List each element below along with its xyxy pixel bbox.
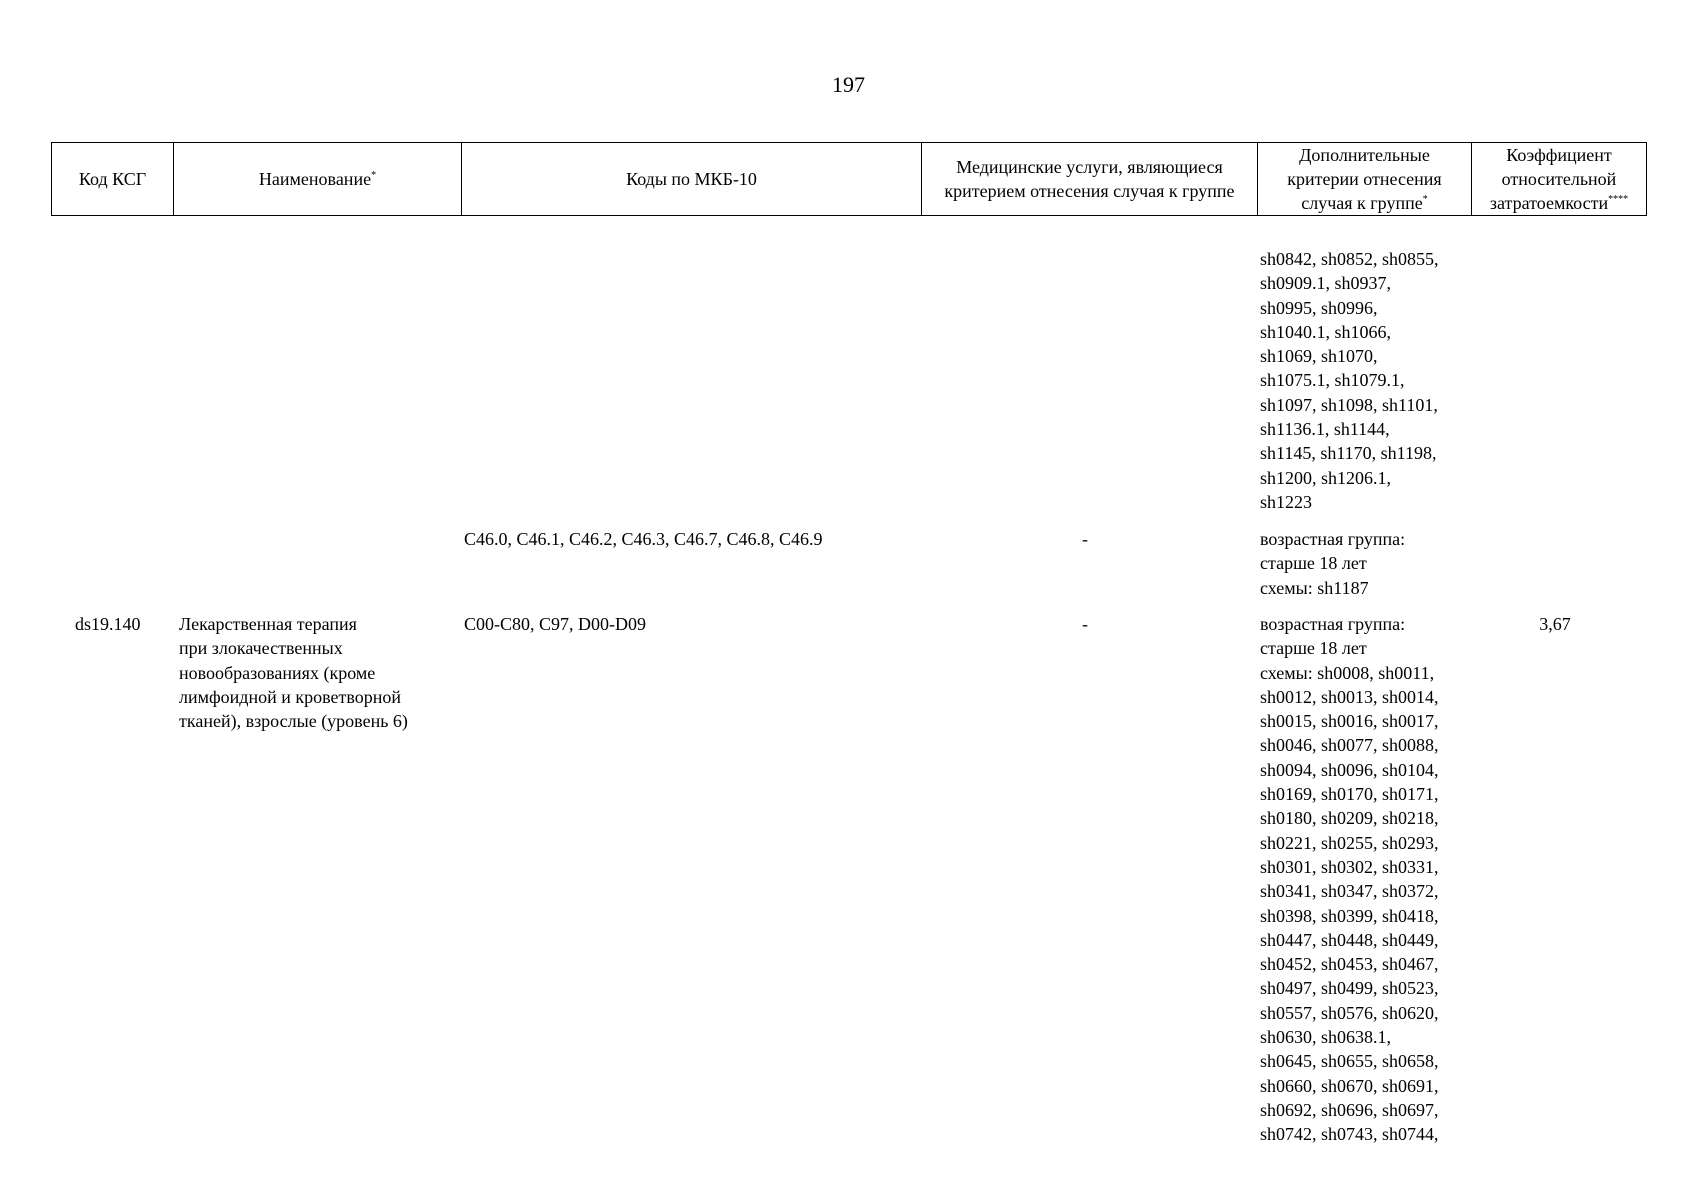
text-line: старше 18 лет xyxy=(1260,638,1367,659)
text-line: sh0169, sh0170, sh0171, xyxy=(1260,784,1439,805)
text-line: sh0630, sh0638.1, xyxy=(1260,1027,1392,1048)
table-header xyxy=(51,142,1647,216)
text-line: sh0015, sh0016, sh0017, xyxy=(1260,711,1439,732)
text-line: sh0452, sh0453, sh0467, xyxy=(1260,954,1439,975)
text-line: sh1200, sh1206.1, xyxy=(1260,467,1392,488)
row-name xyxy=(179,612,408,733)
text-line: sh0692, sh0696, sh0697, xyxy=(1260,1099,1439,1120)
text-line: sh0909.1, sh0937, xyxy=(1260,273,1392,294)
text-line: sh0180, sh0209, sh0218, xyxy=(1260,808,1439,829)
text-line: sh0221, sh0255, sh0293, xyxy=(1260,832,1439,853)
text-line: sh0447, sh0448, sh0449, xyxy=(1260,929,1439,950)
text-line: sh0995, sh0996, xyxy=(1260,297,1378,318)
text-line: старше 18 лет xyxy=(1260,553,1367,574)
text-line: sh0557, sh0576, sh0620, xyxy=(1260,1002,1439,1023)
text-line: sh0012, sh0013, sh0014, xyxy=(1260,686,1439,707)
text-line: sh0645, sh0655, sh0658, xyxy=(1260,1051,1439,1072)
page-number: 197 xyxy=(832,72,865,97)
text-line: схемы: sh1187 xyxy=(1260,577,1369,598)
text-line: sh0301, sh0302, sh0331, xyxy=(1260,856,1439,877)
text-line: при злокачественных xyxy=(179,638,343,659)
header-services: Медицинские услуги, являющиеся критерием отнесения случая к группе xyxy=(922,143,1258,216)
row-code: ds19.140 xyxy=(75,614,141,634)
header-criteria: Дополнительные критерии отнесения случая к группе* xyxy=(1258,143,1472,216)
text-line: sh0094, sh0096, sh0104, xyxy=(1260,759,1439,780)
text-line: sh0742, sh0743, sh0744, xyxy=(1260,1124,1439,1145)
text-line: sh0341, sh0347, sh0372, xyxy=(1260,881,1439,902)
text-line: новообразованиях (кроме xyxy=(179,662,376,683)
text-line: sh1075.1, sh1079.1, xyxy=(1260,370,1405,391)
text-line: sh0842, sh0852, sh0855, xyxy=(1260,249,1439,269)
text-line: sh1040.1, sh1066, xyxy=(1260,321,1392,342)
text-line: sh0497, sh0499, sh0523, xyxy=(1260,978,1439,999)
text-line: sh1069, sh1070, xyxy=(1260,346,1378,367)
header-name: Наименование* xyxy=(174,143,462,216)
header-code: Код КСГ xyxy=(52,143,174,216)
sub-row-icd: C46.0, C46.1, C46.2, C46.3, C46.7, C46.8, C46.9 xyxy=(464,529,823,549)
text-line: sh1097, sh1098, sh1101, xyxy=(1260,394,1438,415)
row-icd: C00-C80, C97, D00-D09 xyxy=(464,614,647,634)
text-line: sh0398, sh0399, sh0418, xyxy=(1260,905,1439,926)
text-line: тканей), взрослые (уровень 6) xyxy=(179,711,408,732)
header-icd: Коды по МКБ-10 xyxy=(462,143,922,216)
text-line: возрастная группа: xyxy=(1260,529,1406,549)
header-coef: Коэффициент относительной затратоемкости**** xyxy=(1472,143,1647,216)
row-criteria xyxy=(1260,612,1439,1147)
row-coef: 3,67 xyxy=(1539,614,1571,634)
text-line: sh1145, sh1170, sh1198, xyxy=(1260,443,1437,464)
sub-row-criteria xyxy=(1260,527,1405,600)
text-line: Лекарственная терапия xyxy=(179,614,357,634)
sub-row-services: - xyxy=(1082,529,1088,549)
text-line: sh0660, sh0670, sh0691, xyxy=(1260,1075,1439,1096)
text-line: sh0046, sh0077, sh0088, xyxy=(1260,735,1439,756)
text-line: sh1136.1, sh1144, xyxy=(1260,419,1390,440)
text-line: схемы: sh0008, sh0011, xyxy=(1260,662,1435,683)
text-line: возрастная группа: xyxy=(1260,614,1406,634)
text-line: sh1223 xyxy=(1260,491,1313,512)
text-line: лимфоидной и кроветворной xyxy=(179,686,401,707)
row-services: - xyxy=(1082,614,1088,634)
continuation-criteria xyxy=(1260,247,1439,514)
